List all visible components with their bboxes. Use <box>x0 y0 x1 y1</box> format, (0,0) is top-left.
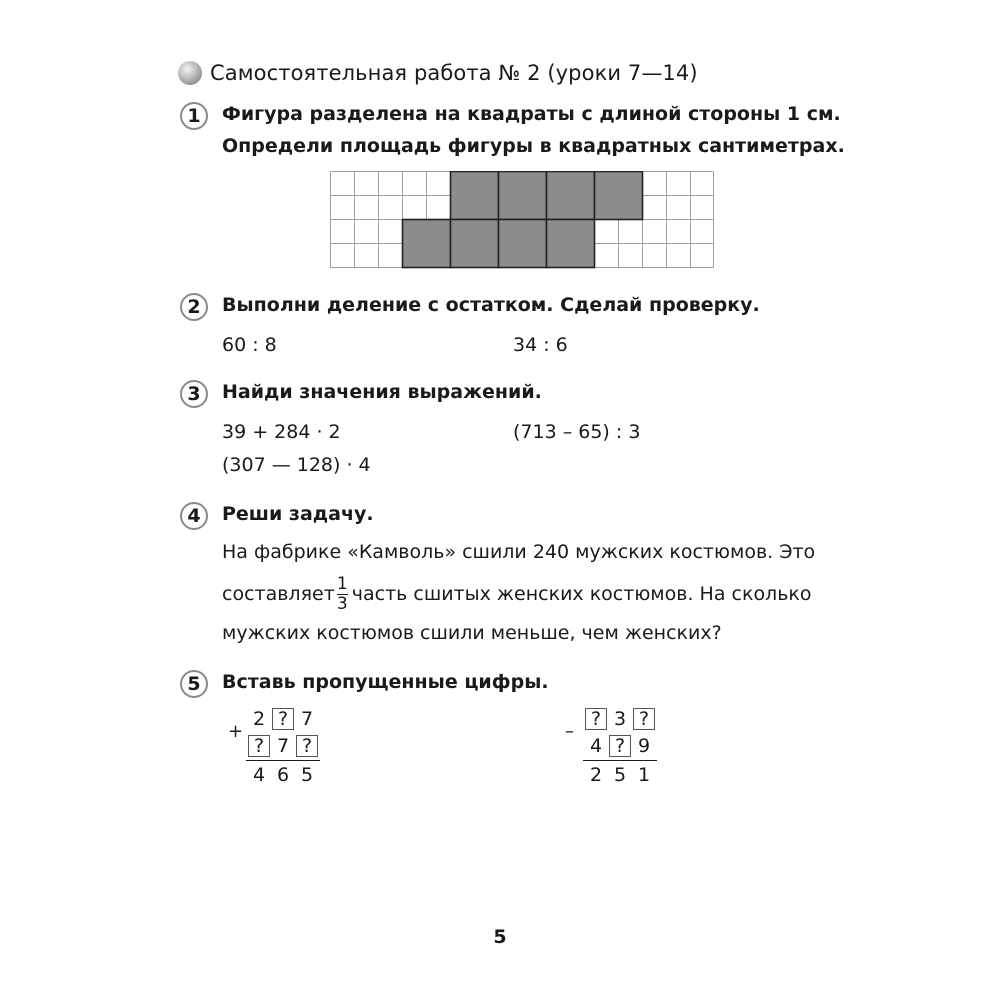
task-number-2: 2 <box>180 293 208 321</box>
task-2-expr-1: 60 : 8 <box>222 334 277 356</box>
digit: 2 <box>252 708 266 730</box>
shaded-figure <box>403 172 643 268</box>
figure-square <box>547 220 595 268</box>
task-number-4: 4 <box>180 502 208 530</box>
digit: 5 <box>300 764 314 786</box>
figure-square <box>451 172 499 220</box>
page-number: 5 <box>493 926 507 948</box>
figure-square <box>451 220 499 268</box>
task-3-expr-2: (713 – 65) : 3 <box>513 421 641 443</box>
task-number-3: 3 <box>180 380 208 408</box>
area-figure-grid <box>330 171 714 271</box>
digit: 4 <box>589 735 603 757</box>
fraction-numerator: 1 <box>336 573 348 594</box>
missing-digit-box[interactable]: ? <box>296 735 318 757</box>
task-4-line-2-end: часть сшитых женских костюмов. На сколько <box>351 583 812 605</box>
task-number-5: 5 <box>180 670 208 698</box>
digit: 1 <box>637 764 651 786</box>
digit: 5 <box>613 764 627 786</box>
digit: 9 <box>637 735 651 757</box>
missing-digit-box[interactable]: ? <box>633 708 655 730</box>
task-2-title: Выполни деление с остатком. Сделай проверку. <box>222 294 760 316</box>
task-1-line-2: Определи площадь фигуры в квадратных сантиметрах. <box>222 135 845 157</box>
task-4-line-1: На фабрике «Камволь» сшили 240 мужских костюмов. Это <box>222 541 816 563</box>
worksheet-header <box>178 56 698 90</box>
figure-square <box>547 172 595 220</box>
missing-digit-box[interactable]: ? <box>585 708 607 730</box>
figure-square <box>403 220 451 268</box>
task-4-line-2-start: составляет <box>222 583 335 605</box>
task-4-line-2 <box>222 572 812 616</box>
task-4-line-3: мужских костюмов сшили меньше, чем женских? <box>222 622 722 644</box>
fraction-denominator: 3 <box>336 593 348 614</box>
missing-digit-box[interactable]: ? <box>272 708 294 730</box>
fraction-one-third <box>336 573 348 614</box>
figure-square <box>595 172 643 220</box>
page-title: Самостоятельная работа № 2 (уроки 7—14) <box>210 61 698 85</box>
digit: 4 <box>252 764 266 786</box>
column-addition <box>226 707 326 791</box>
figure-square <box>499 172 547 220</box>
task-3-expr-1: 39 + 284 · 2 <box>222 421 341 443</box>
task-4-title: Реши задачу. <box>222 503 374 525</box>
missing-digit-box[interactable]: ? <box>248 735 270 757</box>
task-number-1: 1 <box>180 102 208 130</box>
sphere-bullet-icon <box>178 61 202 85</box>
task-2-expr-2: 34 : 6 <box>513 334 568 356</box>
digit: 2 <box>589 764 603 786</box>
difference-line <box>583 760 657 761</box>
column-subtraction <box>563 707 663 791</box>
digit: 3 <box>613 708 627 730</box>
figure-square <box>499 220 547 268</box>
plus-sign: + <box>228 721 244 742</box>
task-3-title: Найди значения выражений. <box>222 381 542 403</box>
task-1-line-1: Фигура разделена на квадраты с длиной стороны 1 см. <box>222 103 841 125</box>
task-3-expr-3: (307 — 128) · 4 <box>222 454 371 476</box>
sum-line <box>246 760 320 761</box>
missing-digit-box[interactable]: ? <box>609 735 631 757</box>
minus-sign: – <box>565 721 574 742</box>
digit: 7 <box>276 735 290 757</box>
digit: 7 <box>300 708 314 730</box>
digit: 6 <box>276 764 290 786</box>
task-5-title: Вставь пропущенные цифры. <box>222 671 549 693</box>
